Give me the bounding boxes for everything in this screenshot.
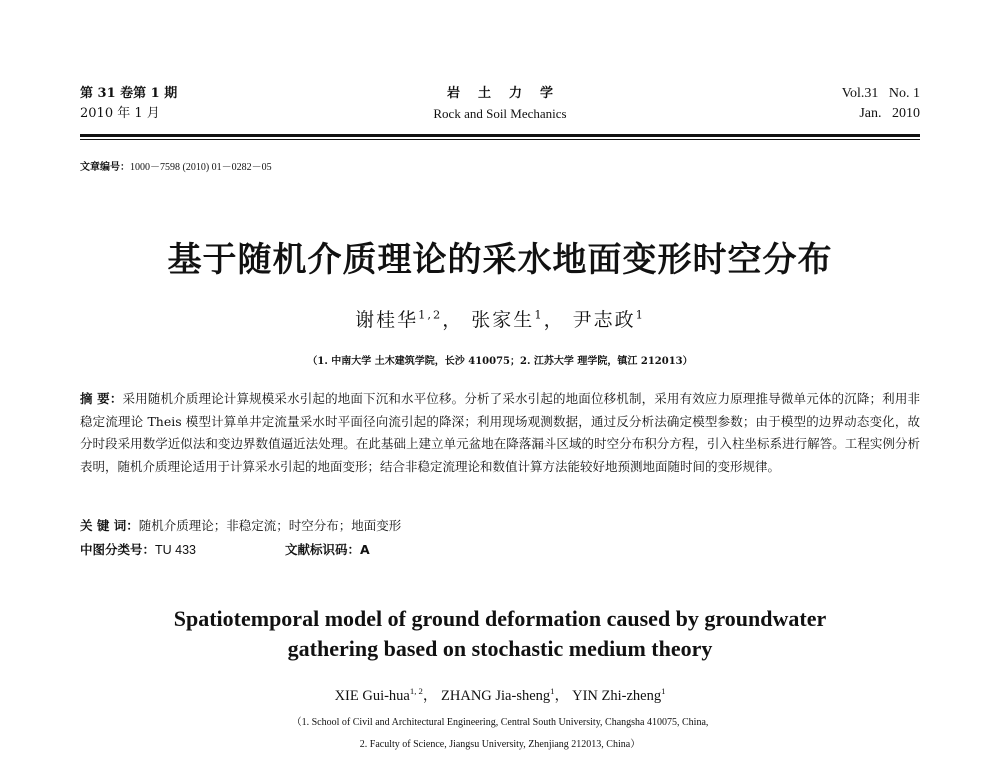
abstract-cn [80, 388, 920, 478]
author-en-1: XIE Gui-hua [334, 688, 410, 704]
author-en-2: ZHANG Jia-sheng [441, 688, 551, 704]
article-number-label: 文章编号： [80, 162, 130, 173]
clc-label: 中图分类号： [80, 542, 156, 557]
running-header [80, 84, 920, 128]
author-cn-3: 尹志政 [572, 309, 636, 331]
journal-name-en: Rock and Soil Mechanics [433, 106, 567, 121]
doc-code-label: 文献标识码： [285, 542, 361, 557]
volume-issue-en [842, 84, 920, 124]
title-en-line1: Spatiotemporal model of ground deformation caused by groundwater [173, 606, 827, 631]
article-number [80, 158, 272, 173]
clc-value: TU 433 [155, 543, 197, 557]
affiliation-en [0, 712, 1000, 756]
author-sep: ， [554, 688, 569, 704]
author-sep: ， [543, 309, 565, 331]
keywords-text: 随机介质理论；非稳定流；时空分布；地面变形 [138, 518, 402, 533]
affiliation-en-line2: 2. Faculty of Science, Jiangsu University, Zhenjiang 212013, China） [359, 739, 641, 750]
affiliation-cn: （1. 中南大学 土木建筑学院，长沙 410075；2. 江苏大学 理学院，镇江 212013） [307, 356, 693, 367]
author-en-2-affil: 1 [550, 686, 555, 697]
header-rule-thick [80, 134, 920, 137]
author-cn-2-affil: 1 [534, 307, 544, 322]
abstract-label: 摘 要： [80, 391, 123, 406]
keywords-label: 关 键 词： [80, 518, 139, 533]
author-sep: ， [442, 309, 464, 331]
title-en [0, 604, 1000, 664]
authors-en [0, 684, 1000, 705]
author-en-3-affil: 1 [661, 686, 666, 697]
author-cn-2: 张家生 [471, 309, 535, 331]
author-cn-1-affil: 1,2 [418, 307, 443, 322]
title-cn: 基于随机介质理论的采水地面变形时空分布 [167, 240, 833, 280]
article-number-value: 1000－7598 (2010) 01－0282－05 [130, 162, 272, 173]
journal-name [80, 84, 920, 124]
doc-code-value: A [360, 542, 370, 557]
keywords-cn [80, 516, 920, 534]
author-en-1-affil: 1, 2 [409, 686, 423, 697]
affiliation-en-line1: （1. School of Civil and Architectural Engineering, Central South University, Changsha 410075, China, [291, 717, 709, 728]
authors-cn [0, 305, 1000, 332]
abstract-text: 采用随机介质理论计算规模采水引起的地面下沉和水平位移。分析了采水引起的地面位移机制，采用有效应力原理推导微单元体的沉降；利用非稳定流理论 Theis 模型计算单井定流量采水时平面径向流引起的降深；利用现场观测数据，通过反分析法确定模型参数；由于模型的边界动态变化，故分时段采用数学近似法和变边界数值逼近法处理。在此基础上建立单元盆地在降落漏斗区域的时空分布积分方程，引入柱坐标系进行解答。工程实例分析表明，随机介质理论适用于计算采水引起的地面变形；结合非稳定流理论和数值计算方法能较好地预测地面随时间的变形规律。 [80, 391, 920, 474]
volume-no-line: Vol.31 No. 1 [841, 86, 920, 101]
date-line-en: Jan. 2010 [859, 106, 920, 121]
author-en-3: YIN Zhi-zheng [572, 688, 662, 704]
clc-item [80, 542, 196, 557]
author-cn-3-affil: 1 [635, 307, 645, 322]
author-cn-1: 谢桂华 [355, 309, 419, 331]
author-sep: ， [422, 688, 438, 704]
date-line-cn: 2010 年 1 月 [80, 106, 160, 121]
title-en-line2: gathering based on stochastic medium theory [287, 636, 713, 661]
classification-row [80, 540, 920, 558]
journal-name-cn: 岩土力学 [446, 86, 571, 101]
header-rule-thin [80, 139, 920, 140]
doc-code-item [285, 540, 370, 558]
volume-issue-line: 第 31 卷第 1 期 [80, 86, 178, 101]
